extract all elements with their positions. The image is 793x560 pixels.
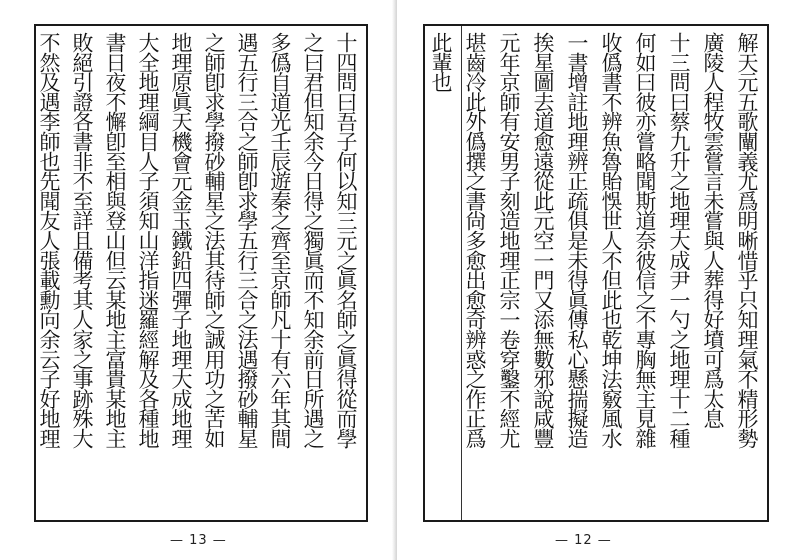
text-column: 廣陵人程牧雲嘗言未嘗與人葬得好墳可爲太息 — [701, 32, 725, 429]
text-column: 收僞書不辨魚魯貽悞世人不但此也乾坤法竅風水 — [599, 32, 623, 448]
text-column: 十四問曰吾子何以知三元之眞名師之眞得從而學 — [334, 32, 358, 448]
left-page — [0, 0, 396, 560]
page-number: — 13 — — [170, 533, 227, 548]
text-column: 挨星圖去道愈遠從此元空一門又添無數邪說咸豐 — [531, 32, 555, 448]
text-column: 元年京師有安男子刻造地理正宗一卷穿鑿不經尤 — [497, 32, 521, 448]
left-page-frame — [34, 24, 368, 522]
right-page-frame — [423, 24, 769, 522]
text-column: 不然及遇李師也先聞友人張載勳向余云子好地理 — [37, 32, 61, 448]
text-column: 之曰君但知余今日得之獨眞而不知余前日所遇之 — [301, 32, 325, 448]
text-column: 此輩也 — [429, 32, 453, 92]
text-column: 解天元五歌闡義尤爲明晰惜乎只知理氣不精形勢 — [735, 32, 759, 448]
text-column: 遇五行三合之師卽求學五行三合之法遇撥砂輔星 — [235, 32, 259, 448]
right-page — [397, 0, 793, 560]
text-column: 多僞自道光壬辰遊秦之齊至京師凡十有六年其間 — [268, 32, 292, 448]
text-column: 地理原眞天機會元金玉鐵鉛四彈子地理大成地理 — [169, 32, 193, 448]
text-column: 十三問曰蔡九升之地理大成尹一勺之地理十二種 — [667, 32, 691, 448]
text-column: 堪齒冷此外僞撰之書尙多愈出愈奇辨惑之作正爲 — [463, 32, 487, 448]
page-number: — 12 — — [555, 533, 612, 548]
text-column: 一書增註地理辨正疏俱是未得眞傳私心懸揣擬造 — [565, 32, 589, 448]
text-column: 大全地理綱目人子須知山洋指迷羅經解及各種地 — [136, 32, 160, 448]
text-column: 書日夜不懈卽至相與登山但云某地主富貴某地主 — [103, 32, 127, 448]
text-column: 何如曰彼亦嘗略聞斯道奈彼信之不專胸無主見雜 — [633, 32, 657, 448]
text-column: 敗絕引證各書非不至詳且備考其人家之事跡殊大 — [70, 32, 94, 448]
text-column: 之師卽求學撥砂輔星之法其待師之誠用功之苦如 — [202, 32, 226, 448]
